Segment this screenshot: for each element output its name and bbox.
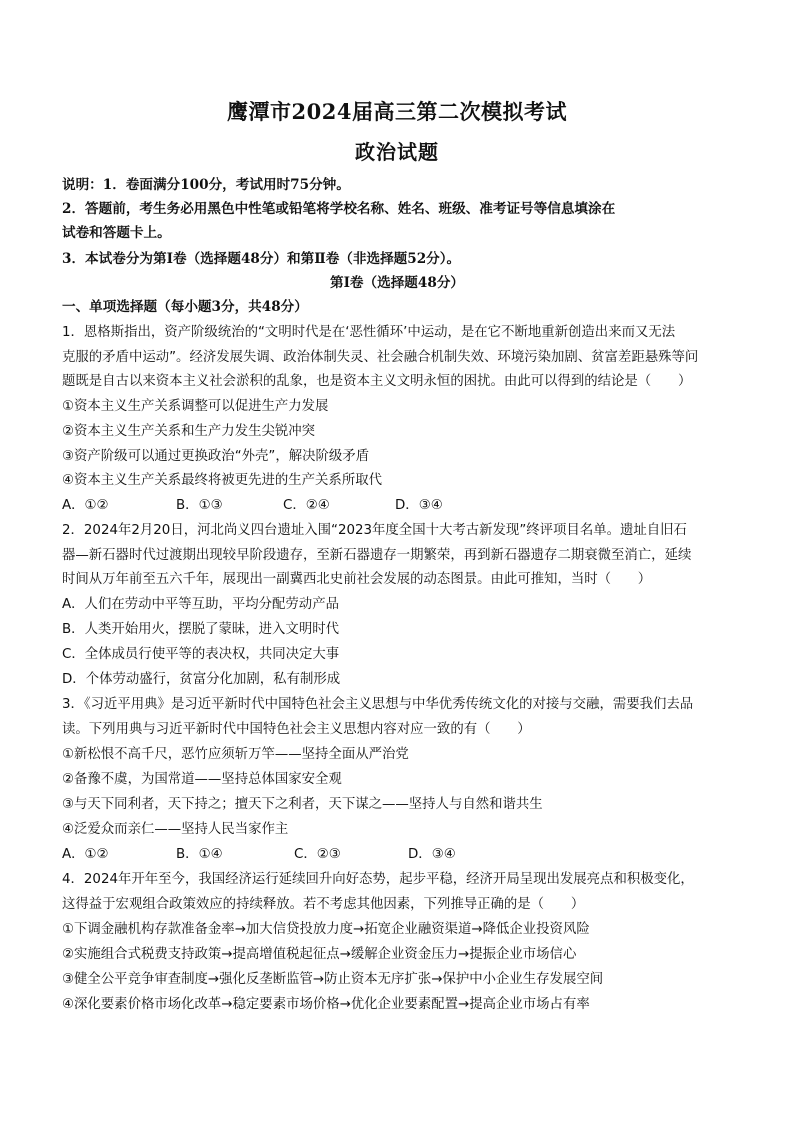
question-1-item: ④资本主义生产关系最终将被更先进的生产关系所取代 bbox=[62, 473, 382, 488]
question-3-choice-a: A．①② bbox=[62, 847, 109, 862]
question-2-option: D．个体劳动盛行，贫富分化加剧，私有制形成 bbox=[62, 672, 341, 687]
question-3-item: ①新松恨不高千尺，恶竹应须斩万竿——坚持全面从严治党 bbox=[62, 747, 409, 762]
question-4-stem: 这得益于宏观组合政策效应的持续释放。若不考虑其他因素，下列推导正确的是（ ） bbox=[62, 897, 585, 912]
question-3-item: ③与天下同利者，天下持之；擅天下之利者，天下谋之——坚持人与自然和谐共生 bbox=[62, 797, 543, 812]
question-4-item: ①下调金融机构存款准备金率→加大信贷投放力度→拓宽企业融资渠道→降低企业投资风险 bbox=[62, 922, 590, 937]
question-2-stem: 2．2024年2月20日，河北尚义四台遗址入围“2023年度全国十大考古新发现”终评项目名单。遗址自旧石 bbox=[62, 523, 687, 538]
question-4-item: ②实施组合式税费支持政策→提高增值税起征点→缓解企业资金压力→提振企业市场信心 bbox=[62, 947, 577, 962]
question-1-item: ②资本主义生产关系和生产力发生尖锐冲突 bbox=[62, 424, 316, 439]
question-1-stem: 克服的矛盾中运动”。经济发展失调、政治体制失灵、社会融合机制失效、环境污染加剧、贫富差距悬殊等问 bbox=[62, 350, 699, 365]
question-3-item: ④泛爱众而亲仁——坚持人民当家作主 bbox=[62, 822, 289, 837]
question-2-option: B．人类开始用火，摆脱了蒙昧，进入文明时代 bbox=[62, 622, 339, 637]
question-2-option: C．全体成员行使平等的表决权，共同决定大事 bbox=[62, 647, 340, 662]
question-1-item: ①资本主义生产关系调整可以促进生产力发展 bbox=[62, 399, 329, 414]
question-3-stem: 读。下列用典与习近平新时代中国特色社会主义思想内容对应一致的有（ ） bbox=[62, 722, 531, 737]
question-1-choice-a: A．①② bbox=[62, 498, 109, 513]
section-title: 第Ⅰ卷（选择题48分） bbox=[329, 275, 465, 291]
question-1-stem: 题既是自古以来资本主义社会淤积的乱象，也是资本主义文明永恒的困扰。由此可以得到的结论是（ ） bbox=[62, 374, 692, 389]
instruction-line: 2．答题前，考生务必用黑色中性笔或铅笔将学校名称、姓名、班级、准考证号等信息填涂在 bbox=[62, 201, 616, 217]
question-3-choice-b: B．①④ bbox=[176, 847, 223, 862]
exam-subject: 政治试题 bbox=[355, 140, 439, 164]
question-2-option: A．人们在劳动中平等互助，平均分配劳动产品 bbox=[62, 597, 339, 612]
question-1-stem: 1．恩格斯指出，资产阶级统治的“文明时代是在‘恶性循环’中运动，是在它不断地重新创造出来而又无法 bbox=[62, 325, 676, 340]
question-4-stem: 4．2024年开年至今，我国经济运行延续回升向好态势，起步平稳，经济开局呈现出发展亮点和积极变化， bbox=[62, 872, 694, 887]
question-3-stem: 3．《习近平用典》是习近平新时代中国特色社会主义思想与中华优秀传统文化的对接与交融，需要我们去品 bbox=[62, 697, 694, 712]
question-3-choice-c: C．②③ bbox=[294, 847, 341, 862]
question-4-item: ③健全公平竞争审查制度→强化反垄断监管→防止资本无序扩张→保护中小企业生存发展空间 bbox=[62, 972, 604, 987]
instruction-line: 3．本试卷分为第Ⅰ卷（选择题48分）和第Ⅱ卷（非选择题52分）。 bbox=[62, 251, 461, 267]
question-2-stem: 器—新石器时代过渡期出现较早阶段遗存，至新石器遗存一期繁荣，再到新石器遗存二期衰微至消亡，延续 bbox=[62, 548, 692, 563]
question-1-choice-b: B．①③ bbox=[176, 498, 223, 513]
instruction-line: 试卷和答题卡上。 bbox=[62, 225, 171, 241]
instruction-line: 说明：1．卷面满分100分，考试用时75分钟。 bbox=[62, 177, 350, 193]
question-1-choice-d: D．③④ bbox=[395, 498, 443, 513]
exam-title: 鹰潭市2024届高三第二次模拟考试 bbox=[227, 99, 567, 124]
question-4-item: ④深化要素价格市场化改革→稳定要素市场价格→优化企业要素配置→提高企业市场占有率 bbox=[62, 997, 590, 1012]
question-2-stem: 时间从万年前至五六千年，展现出一副冀西北史前社会发展的动态图景。由此可推知，当时（ ） bbox=[62, 572, 652, 587]
question-3-item: ②备豫不虞，为国常道——坚持总体国家安全观 bbox=[62, 772, 342, 787]
question-3-choice-d: D．③④ bbox=[408, 847, 456, 862]
part-title: 一、单项选择题（每小题3分，共48分） bbox=[62, 299, 308, 315]
question-1-item: ③资产阶级可以通过更换政治“外壳”，解决阶级矛盾 bbox=[62, 449, 370, 464]
question-1-choice-c: C．②④ bbox=[283, 498, 330, 513]
